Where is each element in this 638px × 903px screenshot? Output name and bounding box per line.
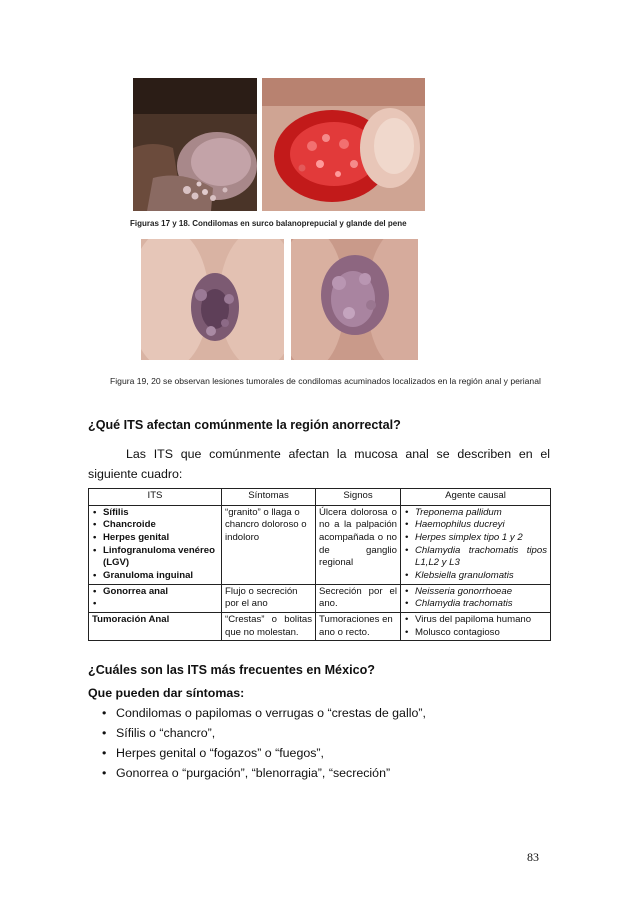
its-item: • Herpes genital bbox=[92, 532, 218, 545]
intro-paragraph bbox=[88, 444, 550, 484]
its-table bbox=[88, 488, 551, 641]
its-item: • Gonorrea anal bbox=[92, 586, 218, 599]
its-item: • Granuloma inguinal bbox=[92, 570, 218, 583]
agent-item: • Treponema pallidum bbox=[404, 507, 547, 520]
cell-agentes bbox=[401, 505, 551, 584]
agent-item: • Klebsiella granulomatis bbox=[404, 570, 547, 583]
figure-20-photo bbox=[291, 239, 418, 360]
header-its: ITS bbox=[89, 489, 222, 506]
table-header-row bbox=[89, 489, 551, 506]
figure-19-photo bbox=[141, 239, 284, 360]
header-sintomas: Síntomas bbox=[222, 489, 316, 506]
agent-item: • Herpes simplex tipo 1 y 2 bbox=[404, 532, 547, 545]
header-signos: Signos bbox=[316, 489, 401, 506]
agent-item: • Haemophilus ducreyi bbox=[404, 519, 547, 532]
table-row bbox=[89, 505, 551, 584]
figure-caption-bottom: Figura 19, 20 se observan lesiones tumorales de condilomas acuminados localizados en la región anal y perianal bbox=[110, 376, 541, 386]
header-agente: Agente causal bbox=[401, 489, 551, 506]
agent-item: • Virus del papiloma humano bbox=[404, 614, 547, 627]
figure-17-photo bbox=[133, 78, 257, 211]
cell-signos: Secreción por el ano. bbox=[316, 584, 401, 612]
cell-sintomas: Flujo o secreción por el ano bbox=[222, 584, 316, 612]
section-heading-anorrectal: ¿Qué ITS afectan comúnmente la región anorrectal? bbox=[88, 418, 401, 432]
cell-sintomas: “Crestas” o bolitas que no molestan. bbox=[222, 612, 316, 640]
cell-signos: Tumoraciones en ano o recto. bbox=[316, 612, 401, 640]
subheading-sintomas: Que pueden dar síntomas: bbox=[88, 686, 245, 700]
intro-text: Las ITS que comúnmente afectan la mucosa anal se describen en el siguiente cuadro: bbox=[88, 447, 550, 482]
page-number: 83 bbox=[527, 850, 539, 864]
its-item: • Chancroide bbox=[92, 519, 218, 532]
cell-agentes bbox=[401, 612, 551, 640]
figure-caption-top: Figuras 17 y 18. Condilomas en surco balanoprepucial y glande del pene bbox=[130, 219, 407, 228]
cell-sintomas: “granito” o llaga o chancro doloroso o indoloro bbox=[222, 505, 316, 584]
cell-signos: Úlcera dolorosa o no a la palpación acompañada o no de ganglio regional bbox=[316, 505, 401, 584]
cell-its bbox=[89, 505, 222, 584]
agent-item: • Chlamydia trachomatis bbox=[404, 598, 547, 611]
table-row bbox=[89, 584, 551, 612]
list-item: • Condilomas o papilomas o verrugas o “crestas de gallo”, bbox=[88, 704, 426, 724]
cell-its bbox=[89, 584, 222, 612]
figure-18-photo bbox=[262, 78, 425, 211]
list-item: • Gonorrea o “purgación”, “blenorragia”, “secreción” bbox=[88, 764, 426, 784]
agent-item: • Molusco contagioso bbox=[404, 627, 547, 640]
agent-item: • Chlamydia trachomatis tipos L1,L2 y L3 bbox=[404, 545, 547, 570]
section-heading-mexico: ¿Cuáles son las ITS más frecuentes en México? bbox=[88, 663, 375, 677]
its-item: • Linfogranuloma venéreo (LGV) bbox=[92, 545, 218, 570]
agent-item: • Neisseria gonorrhoeae bbox=[404, 586, 547, 599]
cell-its: Tumoración Anal bbox=[89, 612, 222, 640]
list-item: • Herpes genital o “fogazos” o “fuegos”, bbox=[88, 744, 426, 764]
table-row bbox=[89, 612, 551, 640]
cell-agentes bbox=[401, 584, 551, 612]
its-item: • Sífilis bbox=[92, 507, 218, 520]
list-item: • Sífilis o “chancro”, bbox=[88, 724, 426, 744]
frequent-its-list bbox=[88, 704, 426, 783]
